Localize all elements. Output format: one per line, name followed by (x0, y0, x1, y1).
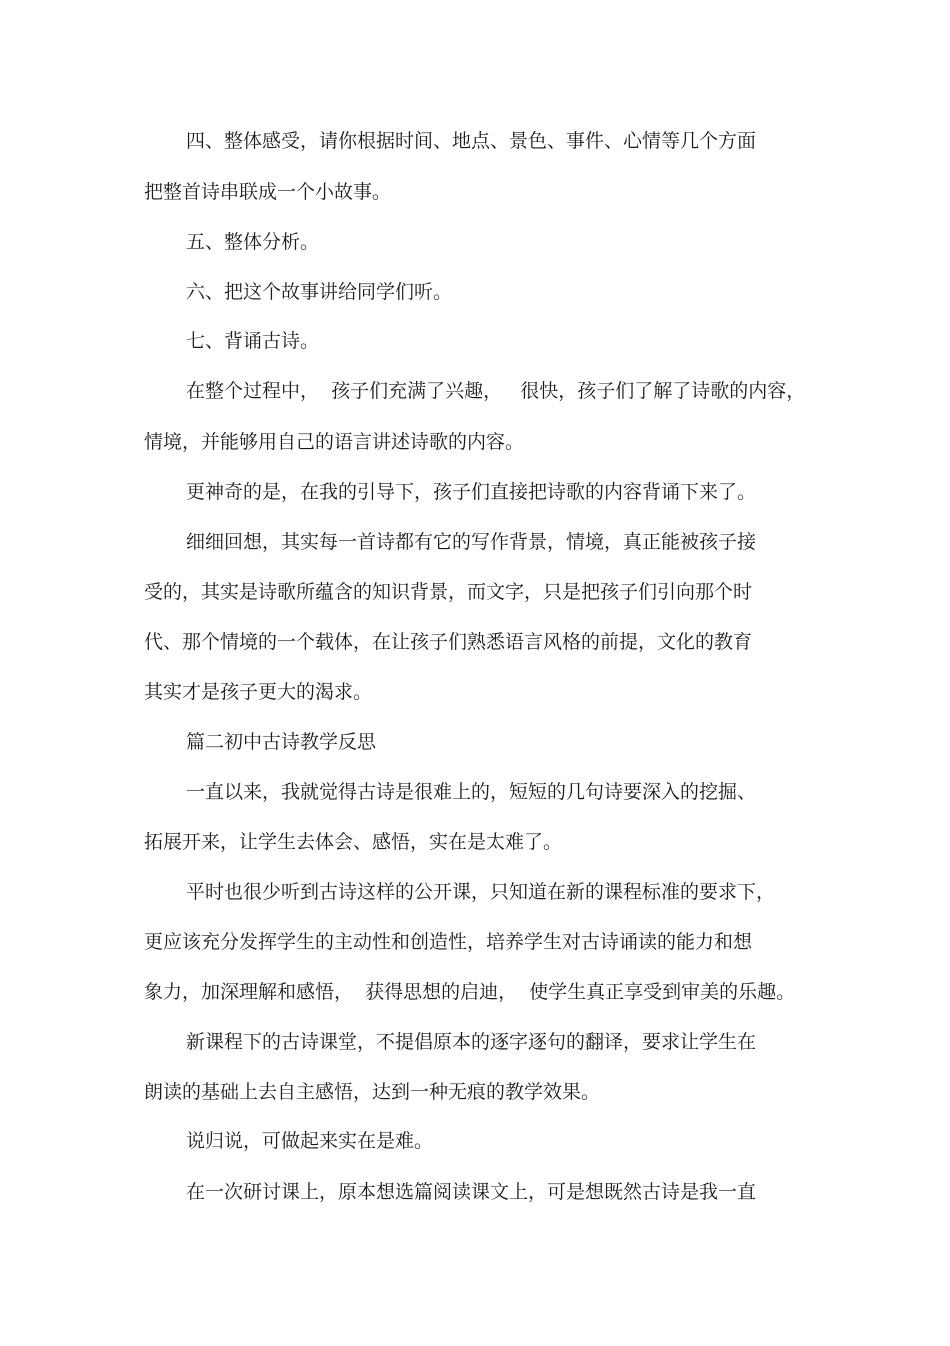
text-line: 六、把这个故事讲给同学们听。 (186, 281, 453, 303)
text-line: 四、整体感受，请你根据时间、地点、景色、事件、心情等几个方面 (186, 130, 757, 152)
text-line: 其实才是孩子更大的渴求。 (144, 681, 373, 703)
text-line: 把整首诗串联成一个小故事。 (144, 181, 392, 203)
section-heading: 篇二初中古诗教学反思 (186, 731, 377, 753)
text-line: 细细回想，其实每一首诗都有它的写作背景，情境，真正能被孩子接 (186, 531, 757, 553)
text-line: 一直以来，我就觉得古诗是很难上的，短短的几句诗要深入的挖掘、 (186, 781, 757, 803)
text-line: 七、背诵古诗。 (186, 330, 320, 352)
text-line: 五、整体分析。 (186, 231, 320, 253)
text-line: 朗读的基础上去自主感悟，达到一种无痕的教学效果。 (144, 1081, 601, 1103)
text-line: 在整个过程中， 孩子们充满了兴趣， 很快，孩子们了解了诗歌的内容， (186, 380, 806, 402)
text-line: 更应该充分发挥学生的主动性和创造性，培养学生对古诗诵读的能力和想 (144, 931, 753, 953)
text-line: 拓展开来，让学生去体会、感悟，实在是太难了。 (144, 831, 563, 853)
text-line: 更神奇的是，在我的引导下，孩子们直接把诗歌的内容背诵下来了。 (186, 481, 757, 503)
text-line: 象力，加深理解和感悟， 获得思想的启迪， 使学生真正享受到审美的乐趣。 (144, 981, 796, 1003)
text-line: 受的，其实是诗歌所蕴含的知识背景，而文字，只是把孩子们引向那个时 (144, 581, 753, 603)
text-line: 在一次研讨课上，原本想选篇阅读课文上，可是想既然古诗是我一直 (186, 1181, 757, 1203)
text-line: 说归说，可做起来实在是难。 (186, 1130, 434, 1152)
text-line: 平时也很少听到古诗这样的公开课，只知道在新的课程标准的要求下， (186, 881, 776, 903)
text-line: 代、那个情境的一个载体，在让孩子们熟悉语言风格的前提，文化的教育 (144, 631, 753, 653)
text-line: 新课程下的古诗课堂，不提倡原本的逐字逐句的翻译，要求让学生在 (186, 1031, 757, 1053)
text-line: 情境，并能够用自己的语言讲述诗歌的内容。 (144, 431, 525, 453)
